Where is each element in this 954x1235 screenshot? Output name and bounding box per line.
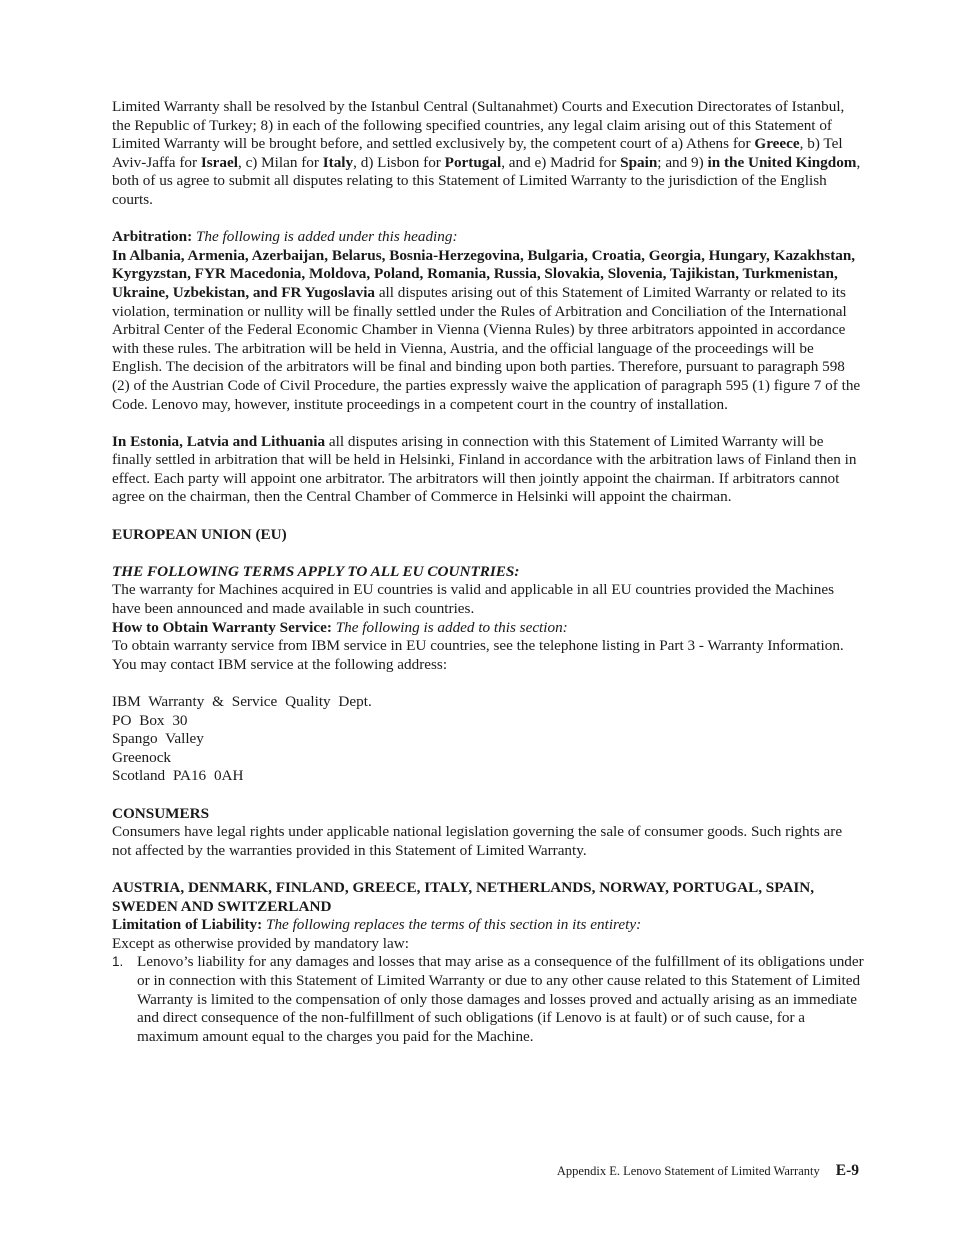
- liability-countries-heading: AUSTRIA, DENMARK, FINLAND, GREECE, ITALY, NETHERLANDS, NORWAY, PORTUGAL, SPAIN, SWEDEN AND SWITZERLAND: [112, 878, 815, 915]
- eu-subheading: THE FOLLOWING TERMS APPLY TO ALL EU COUNTRIES:: [112, 562, 520, 580]
- page-number: E-9: [835, 1162, 859, 1179]
- address-line: Spango Valley: [112, 730, 204, 748]
- liability-list: [112, 953, 864, 1046]
- list-item-number: 1.: [112, 954, 124, 970]
- list-item-text: Lenovo’s liability for any damages and losses that may arise as a consequence of the fulfillment of its obligations under or in connection with this Statement of Limited Warranty or due to any other cause related to this Statement of Limited Warranty is limited to the compensation of only those damages and losses proved and actually arising as an immediate and direct consequence of the non-fulfillment of such obligations (if Lenovo is at fault) or of such cause, for a maximum amount equal to the charges you paid for the Machine.: [137, 953, 864, 1045]
- baltic-paragraph: In Estonia, Latvia and Lithuania all disputes arising in connection with this Statement of Limited Warranty will be finally settled in arbitration that will be held in Helsinki, Finland in accordance with the arbitration laws of Finland then in effect. Each party will appoint one arbitrator. The arbitrators will then jointly appoint the chairman. If arbitrators cannot agree on the chairman, then the Central Chamber of Commerce in Helsinki will appoint the chairman.: [112, 432, 857, 506]
- list-item: [112, 953, 864, 1046]
- warranty-service-heading: How to Obtain Warranty Service: The following is added to this section:: [112, 618, 568, 636]
- consumers-heading: CONSUMERS: [112, 804, 210, 822]
- country-greece: Greece: [754, 135, 800, 153]
- country-spain: Spain: [620, 153, 658, 171]
- eu-paragraph: The warranty for Machines acquired in EU countries is valid and applicable in all EU countries provided the Machines have been announced and made available in such countries.: [112, 581, 835, 618]
- country-portugal: Portugal: [444, 153, 502, 171]
- footer-title: Appendix E. Lenovo Statement of Limited Warranty: [556, 1164, 820, 1178]
- address-line: PO Box 30: [112, 711, 188, 729]
- liability-heading: Limitation of Liability: The following replaces the terms of this section in its entirety:: [112, 916, 642, 934]
- contact-paragraph: You may contact IBM service at the following address:: [112, 655, 448, 673]
- consumers-paragraph: Consumers have legal rights under applicable national legislation governing the sale of consumer goods. Such rights are not affected by the warranties provided in this Statement of Limited Warranty.: [112, 823, 843, 859]
- address-line: Scotland PA16 0AH: [112, 767, 244, 785]
- country-italy: Italy: [322, 153, 354, 171]
- warranty-service-paragraph: To obtain warranty service from IBM service in EU countries, see the telephone listing in Part 3 - Warranty Information.: [112, 637, 844, 655]
- arbitration-heading: Arbitration: The following is added under this heading:: [112, 228, 458, 246]
- jurisdiction-paragraph: Limited Warranty shall be resolved by the Istanbul Central (Sultanahmet) Courts and Execution Directorates of Istanbul, the Republic of Turkey; 8) in each of the following specified countries, any legal claim arising out of this Statement of Limited Warranty will be brought before, and settled exclusively by, the competent court of a) Athens for Greece, b) Tel Aviv-Jaffa for Israel, c) Milan for Italy, d) Lisbon for Portugal, and e) Madrid for Spain; and 9) in the United Kingdom, both of us agree to submit all disputes relating to this Statement of Limited Warranty to the jurisdiction of the English courts.: [112, 98, 861, 208]
- country-uk: in the United Kingdom: [707, 153, 857, 171]
- arbitration-paragraph: In Albania, Armenia, Azerbaijan, Belarus, Bosnia-Herzegovina, Bulgaria, Croatia, Georgia, Hungary, Kazakhstan, Kyrgyzstan, FYR Macedonia, Moldova, Poland, Romania, Russia, Slovakia, Slovenia, Tajikistan, Turkmenistan, Ukraine, Uzbekistan, and FR Yugoslavia all disputes arising out of this Statement of Limited Warranty or related to its violation, termination or nullity will be finally settled under the Rules of Arbitration and Conciliation of the International Arbitral Center of the Federal Economic Chamber in Vienna (Vienna Rules) by three arbitrators appointed in accordance with these rules. The arbitration will be held in Vienna, Austria, and the official language of the proceedings will be English. The decision of the arbitrators will be final and binding upon both parties. Therefore, pursuant to paragraph 598 (2) of the Austrian Code of Civil Procedure, the parties expressly waive the application of paragraph 595 (1) figure 7 of the Code. Lenovo may, however, institute proceedings in a competent court in the country of installation.: [112, 246, 861, 413]
- document-page: [112, 98, 864, 1046]
- eu-heading: EUROPEAN UNION (EU): [112, 525, 287, 543]
- page-footer: [112, 1162, 859, 1180]
- liability-intro: Except as otherwise provided by mandatory law:: [112, 934, 409, 952]
- ibm-address: [112, 693, 864, 786]
- address-line: Greenock: [112, 748, 172, 766]
- arbitration-countries: In Albania, Armenia, Azerbaijan, Belarus, Bosnia-Herzegovina, Bulgaria, Croatia, Georgia, Hungary, Kazakhstan, Kyrgyzstan, FYR Macedonia, Moldova, Poland, Romania, Russia, Slovakia, Slovenia, Tajikistan, Turkmenistan, Ukraine, Uzbekistan, and FR Yugoslavia: [112, 246, 856, 301]
- country-israel: Israel: [200, 153, 238, 171]
- address-line: IBM Warranty & Service Quality Dept.: [112, 693, 372, 710]
